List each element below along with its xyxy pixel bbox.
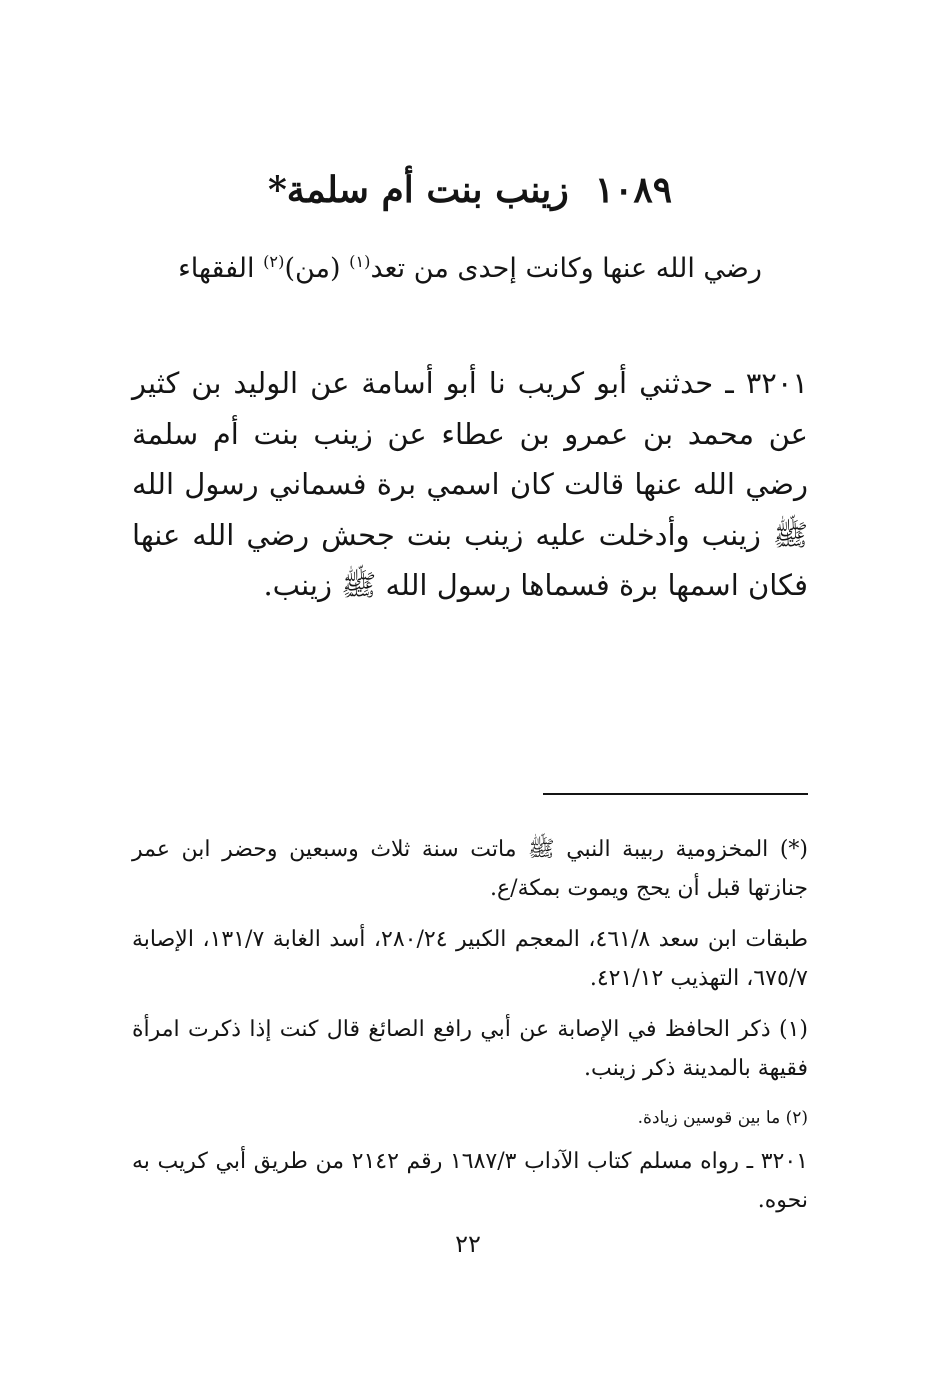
page-number: ٢٢: [455, 1230, 481, 1258]
footnote-ref-1: (١): [349, 252, 371, 271]
footnote-divider: [543, 793, 808, 795]
entry-heading: [130, 162, 810, 218]
subheading-text-c: الفقهاء: [178, 253, 264, 284]
subheading-text-a: رضي الله عنها وكانت إحدى من تعد: [370, 253, 762, 284]
footnote-hadith-takhrij: ٣٢٠١ ـ رواه مسلم كتاب الآداب ١٦٨٧/٣ رقم ٢١٤٢ من طريق أبي كريب به نحوه.: [132, 1149, 808, 1213]
footnote-2: (٢) ما بين قوسين زيادة.: [637, 1108, 808, 1128]
entry-title: زينب بنت أم سلمة*: [267, 169, 569, 211]
footnote-sources: طبقات ابن سعد ٤٦١/٨، المعجم الكبير ٢٨٠/٢٤، أسد الغابة ١٣١/٧، الإصابة ٦٧٥/٧، التهذيب ٤٢١/١٢.: [132, 927, 809, 991]
hadith-text: ٣٢٠١ ـ حدثني أبو كريب نا أبو أسامة عن الوليد بن كثير عن محمد بن عمرو بن عطاء عن زينب بنت أم سلمة رضي الله عنها قالت كان اسمي برة فسماني رسول الله ﷺ زينب وأدخلت عليه زينب بنت جحش رضي الله عنها فكان اسمها برة فسماها رسول الله ﷺ زينب.: [132, 366, 809, 602]
footnote-biography: (*) المخزومية ربيبة النبي ﷺ ماتت سنة ثلاث وسبعين وحضر ابن عمر جنازتها قبل أن يحج ويموت بمكة/ع.: [132, 837, 808, 901]
footnotes: [132, 830, 808, 1232]
subheading-text-b: (من): [284, 253, 350, 284]
entry-subheading: [130, 244, 810, 294]
footnote-1: (١) ذكر الحافظ في الإصابة عن أبي رافع الصائغ قال كنت إذا ذكرت امرأة فقيهة بالمدينة ذكر زينب.: [132, 1017, 808, 1081]
footnote-ref-2: (٢): [263, 252, 285, 271]
entry-number: ١٠٨٩: [594, 169, 673, 211]
